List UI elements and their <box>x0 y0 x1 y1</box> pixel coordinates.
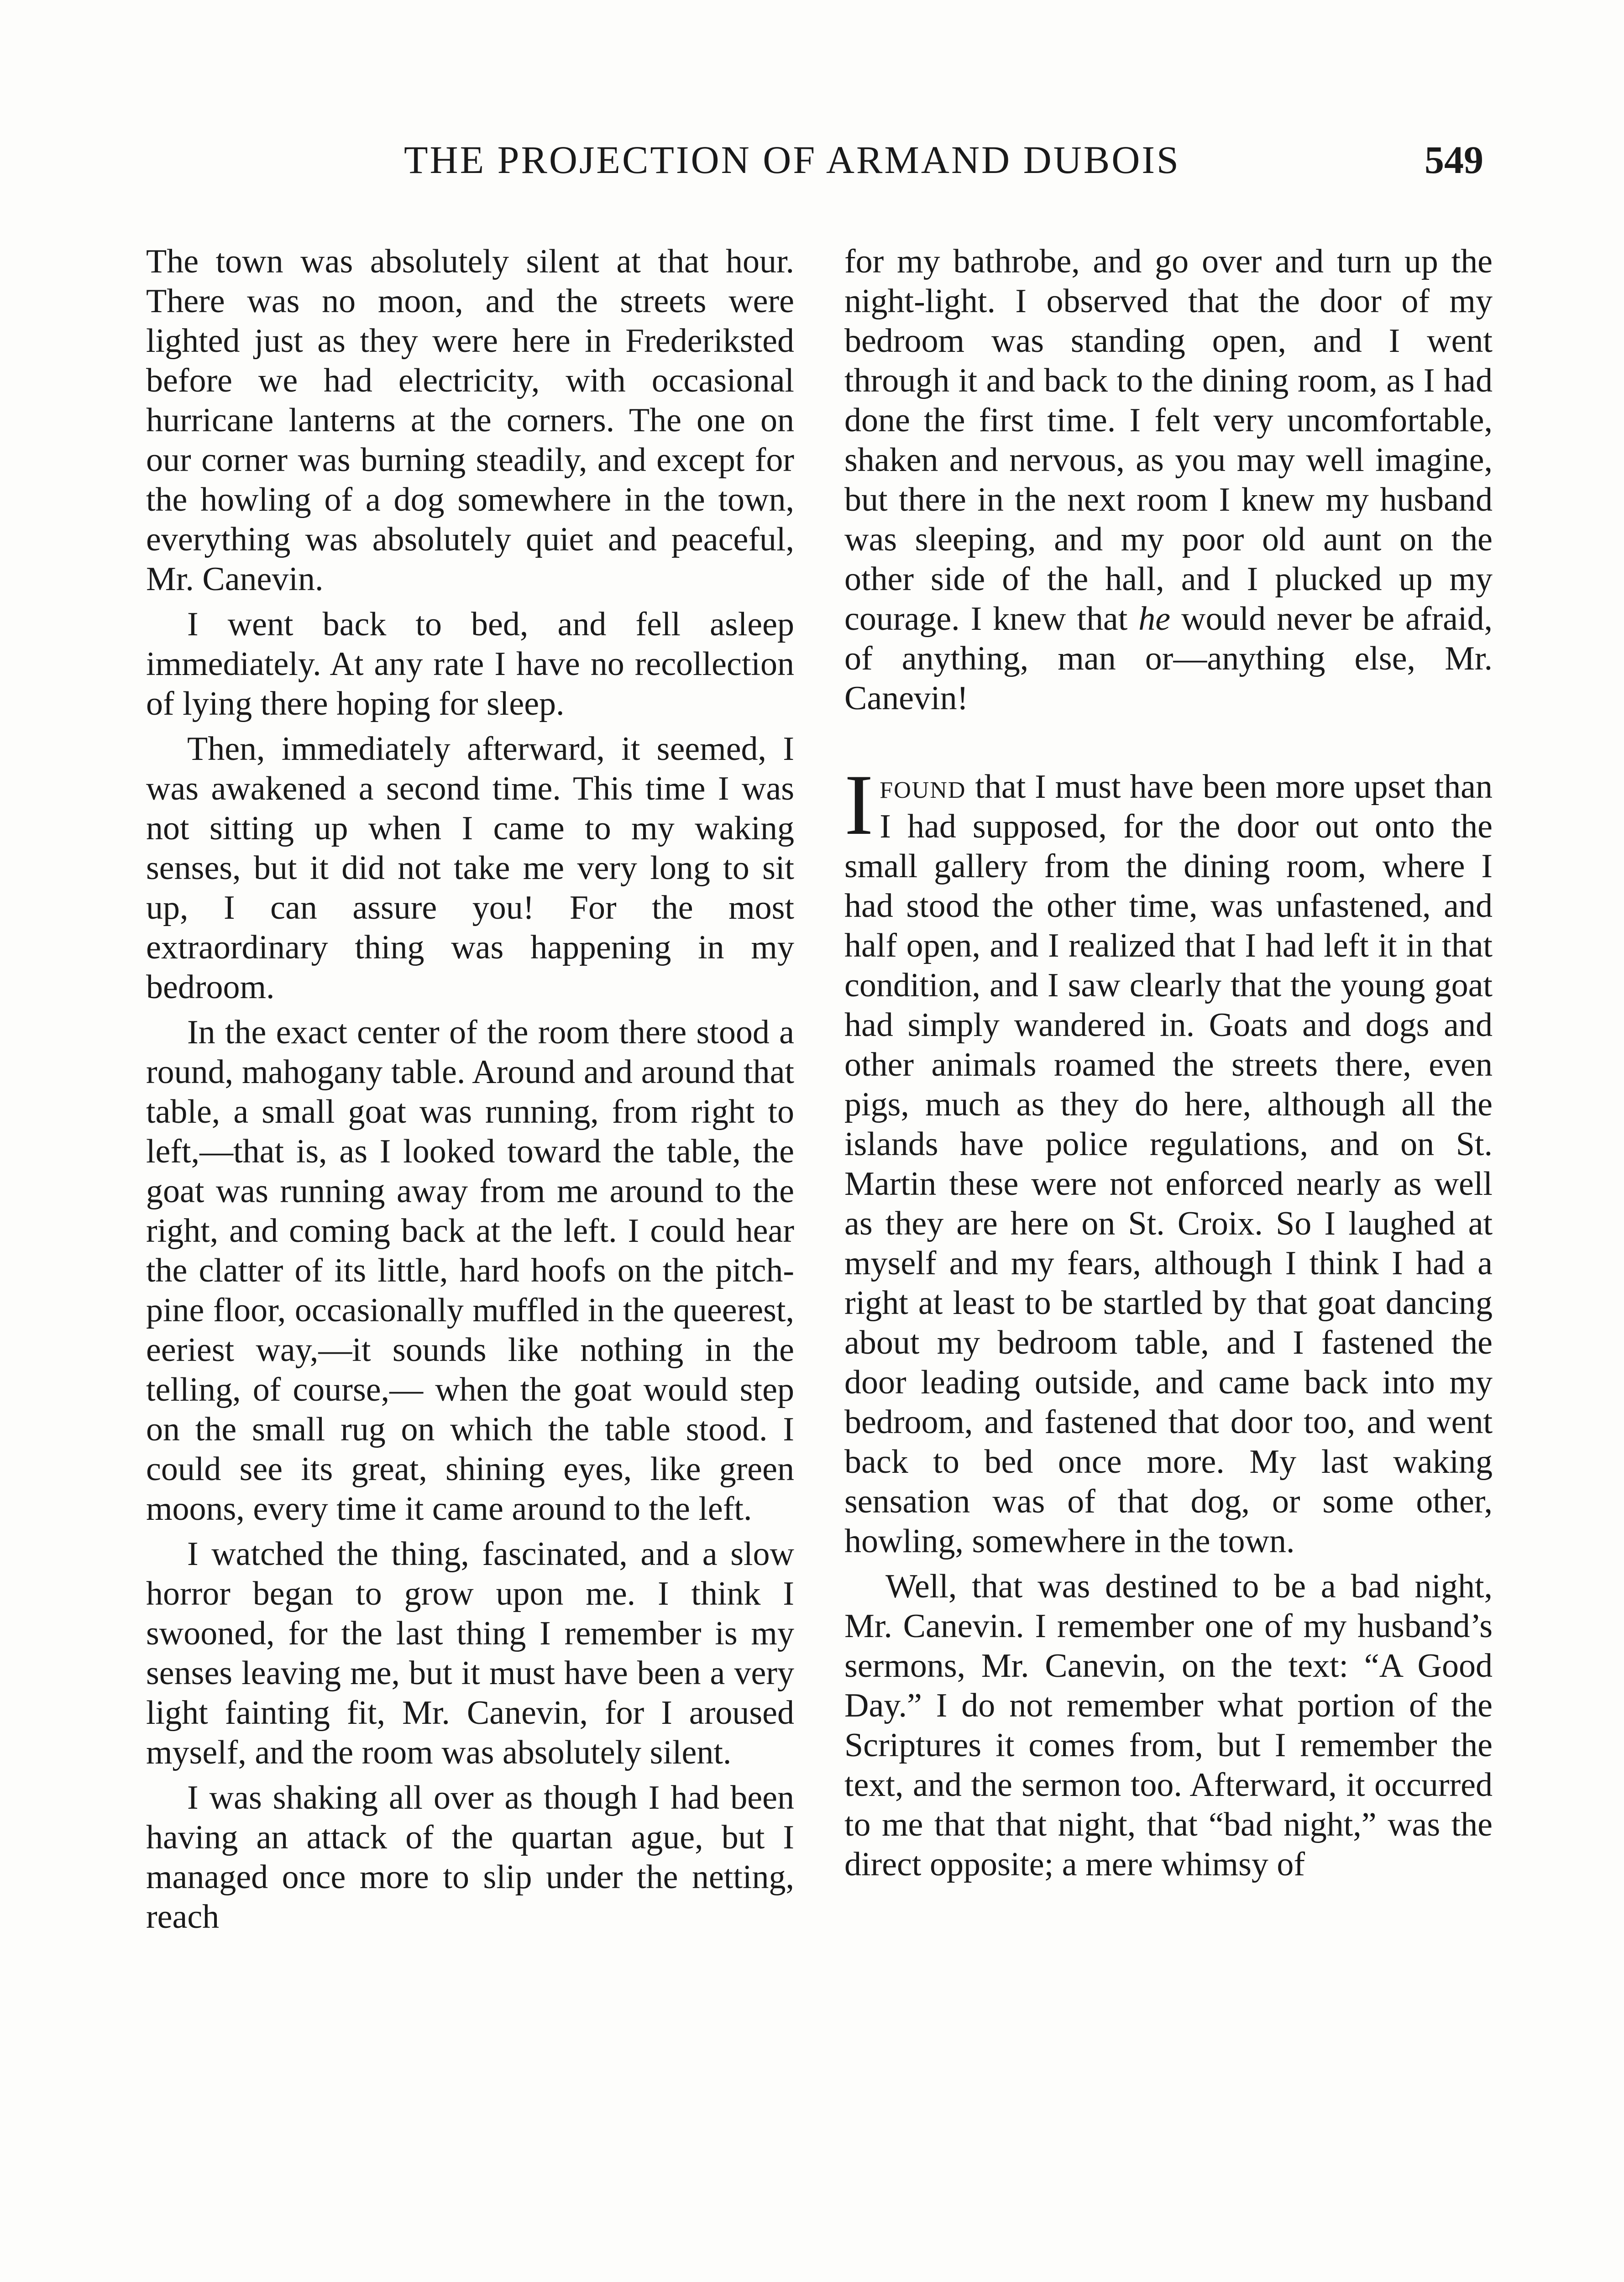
paragraph: I went back to bed, and fell asleep immediately. At any rate I have no recollection of lying there hoping for sleep. <box>146 606 794 722</box>
running-header <box>146 137 1483 187</box>
running-title: THE PROJECTION OF ARMAND DUBOIS <box>404 138 1180 182</box>
paragraph: Well, that was destined to be a bad night, Mr. Canevin. I remember one of my husband’s sermons, Mr. Canevin, on the text: “A Good Day.” I do not remember what portion of the Scriptures it comes from, but I remember the text, and the sermon too. Afterward, it occurred to me that that night, that “bad night,” was the direct opposite; a mere whimsy of <box>844 1568 1493 1883</box>
paragraph: I was shaking all over as though I had been having an attack of the quartan ague, but I managed once more to slip under the netting, reach <box>146 1779 794 1936</box>
emphasis-word: he <box>1138 600 1171 638</box>
section-break <box>844 724 1493 767</box>
paragraph: The town was absolutely silent at that hour. There was no moon, and the streets were lighted just as they were here in Frederiksted before we had electricity, with occasional hurricane lanterns at the corners. The one on our corner was burning steadily, and except for the howling of a dog somewhere in the town, everything was absolutely quiet and peaceful, Mr. Canevin. <box>146 243 794 598</box>
right-column <box>844 242 1493 1890</box>
left-column <box>146 242 794 1942</box>
continued-text: for my bathrobe, and go over and turn up the night-light. I observed that the door of my bedroom was standing open, and I went through it and back to the dining room, as I had done the first time. I felt very uncomfortable, shaken and nervous, as you may well imagine, but there in the next room I knew my husband was sleeping, and my poor old aunt on the other side of the hall, and I plucked up my courage. I knew that <box>844 243 1493 638</box>
paragraph: In the exact center of the room there stood a round, mahogany table. Around and around that table, a small goat was running, from right to left,—that is, as I looked toward the table, the goat was running away from me around to the right, and coming back at the left. I could hear the clatter of its little, hard hoofs on the pitch-pine floor, occasionally muffled in the queerest, eeriest way,—it sounds like nothing in the telling, of course,— when the goat would step on the small rug on which the table stood. I could see its great, shining eyes, like green moons, every time it came around to the left. <box>146 1014 794 1528</box>
dropcap-paragraph-text: that I must have been more upset than I had supposed, for the door out onto the small gallery from the dining room, where I had stood the other time, was unfastened, and half open, and I realized that I had left it in that condition, and I saw clearly that the young goat had simply wandered in. Goats and dogs and other animals roamed the streets there, even pigs, much as they do here, although all the islands have police regulations, and on St. Martin these were not enforced nearly as well as they are here on St. Croix. So I laughed at myself and my fears, although I think I had a right at least to be startled by that goat dancing about my bedroom table, and I fastened the door leading outside, and came back into my bedroom, and fastened that door too, and went back to bed once more. My last waking sensation was of that dog, or some other, howling, somewhere in the town. <box>844 768 1493 1560</box>
continued-paragraph <box>844 242 1493 718</box>
small-caps-lead: found <box>880 768 966 806</box>
continued-text-end: would never be afraid, of anything, man or—anything else, Mr. Canevin! <box>844 600 1493 717</box>
paragraph: Then, immediately afterward, it seemed, I was awakened a second time. This time I was not sitting up when I came to my waking senses, but it did not take me very long to sit up, I can assure you! For the most extraordinary thing was happening in my bedroom. <box>146 730 794 1006</box>
dropcap-paragraph <box>844 757 1493 1561</box>
page-number: 549 <box>1425 138 1483 182</box>
paragraph: I watched the thing, fascinated, and a slow horror began to grow upon me. I think I swooned, for the last thing I remember is my senses leaving me, but it must have been a very light fainting fit, Mr. Canevin, for I aroused myself, and the room was absolutely silent. <box>146 1535 794 1771</box>
drop-cap: I <box>844 757 874 853</box>
